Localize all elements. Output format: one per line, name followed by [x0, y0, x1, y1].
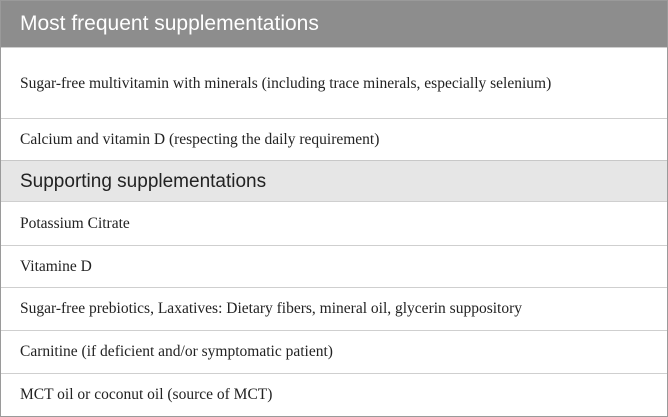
- section-heading-supporting: Supporting supplementations: [1, 160, 667, 201]
- table-row: Potassium Citrate: [1, 201, 667, 245]
- table-row: Vitamine D: [1, 245, 667, 287]
- table-row: Sugar-free multivitamin with minerals (including trace minerals, especially selenium): [1, 47, 667, 118]
- table-row: Carnitine (if deficient and/or symptomatic patient): [1, 330, 667, 373]
- table-row: Sugar-free prebiotics, Laxatives: Dietary fibers, mineral oil, glycerin suppository: [1, 287, 667, 330]
- table-row: Calcium and vitamin D (respecting the daily requirement): [1, 118, 667, 160]
- section-heading-most-frequent: Most frequent supplementations: [1, 1, 667, 47]
- table-row: MCT oil or coconut oil (source of MCT): [1, 373, 667, 416]
